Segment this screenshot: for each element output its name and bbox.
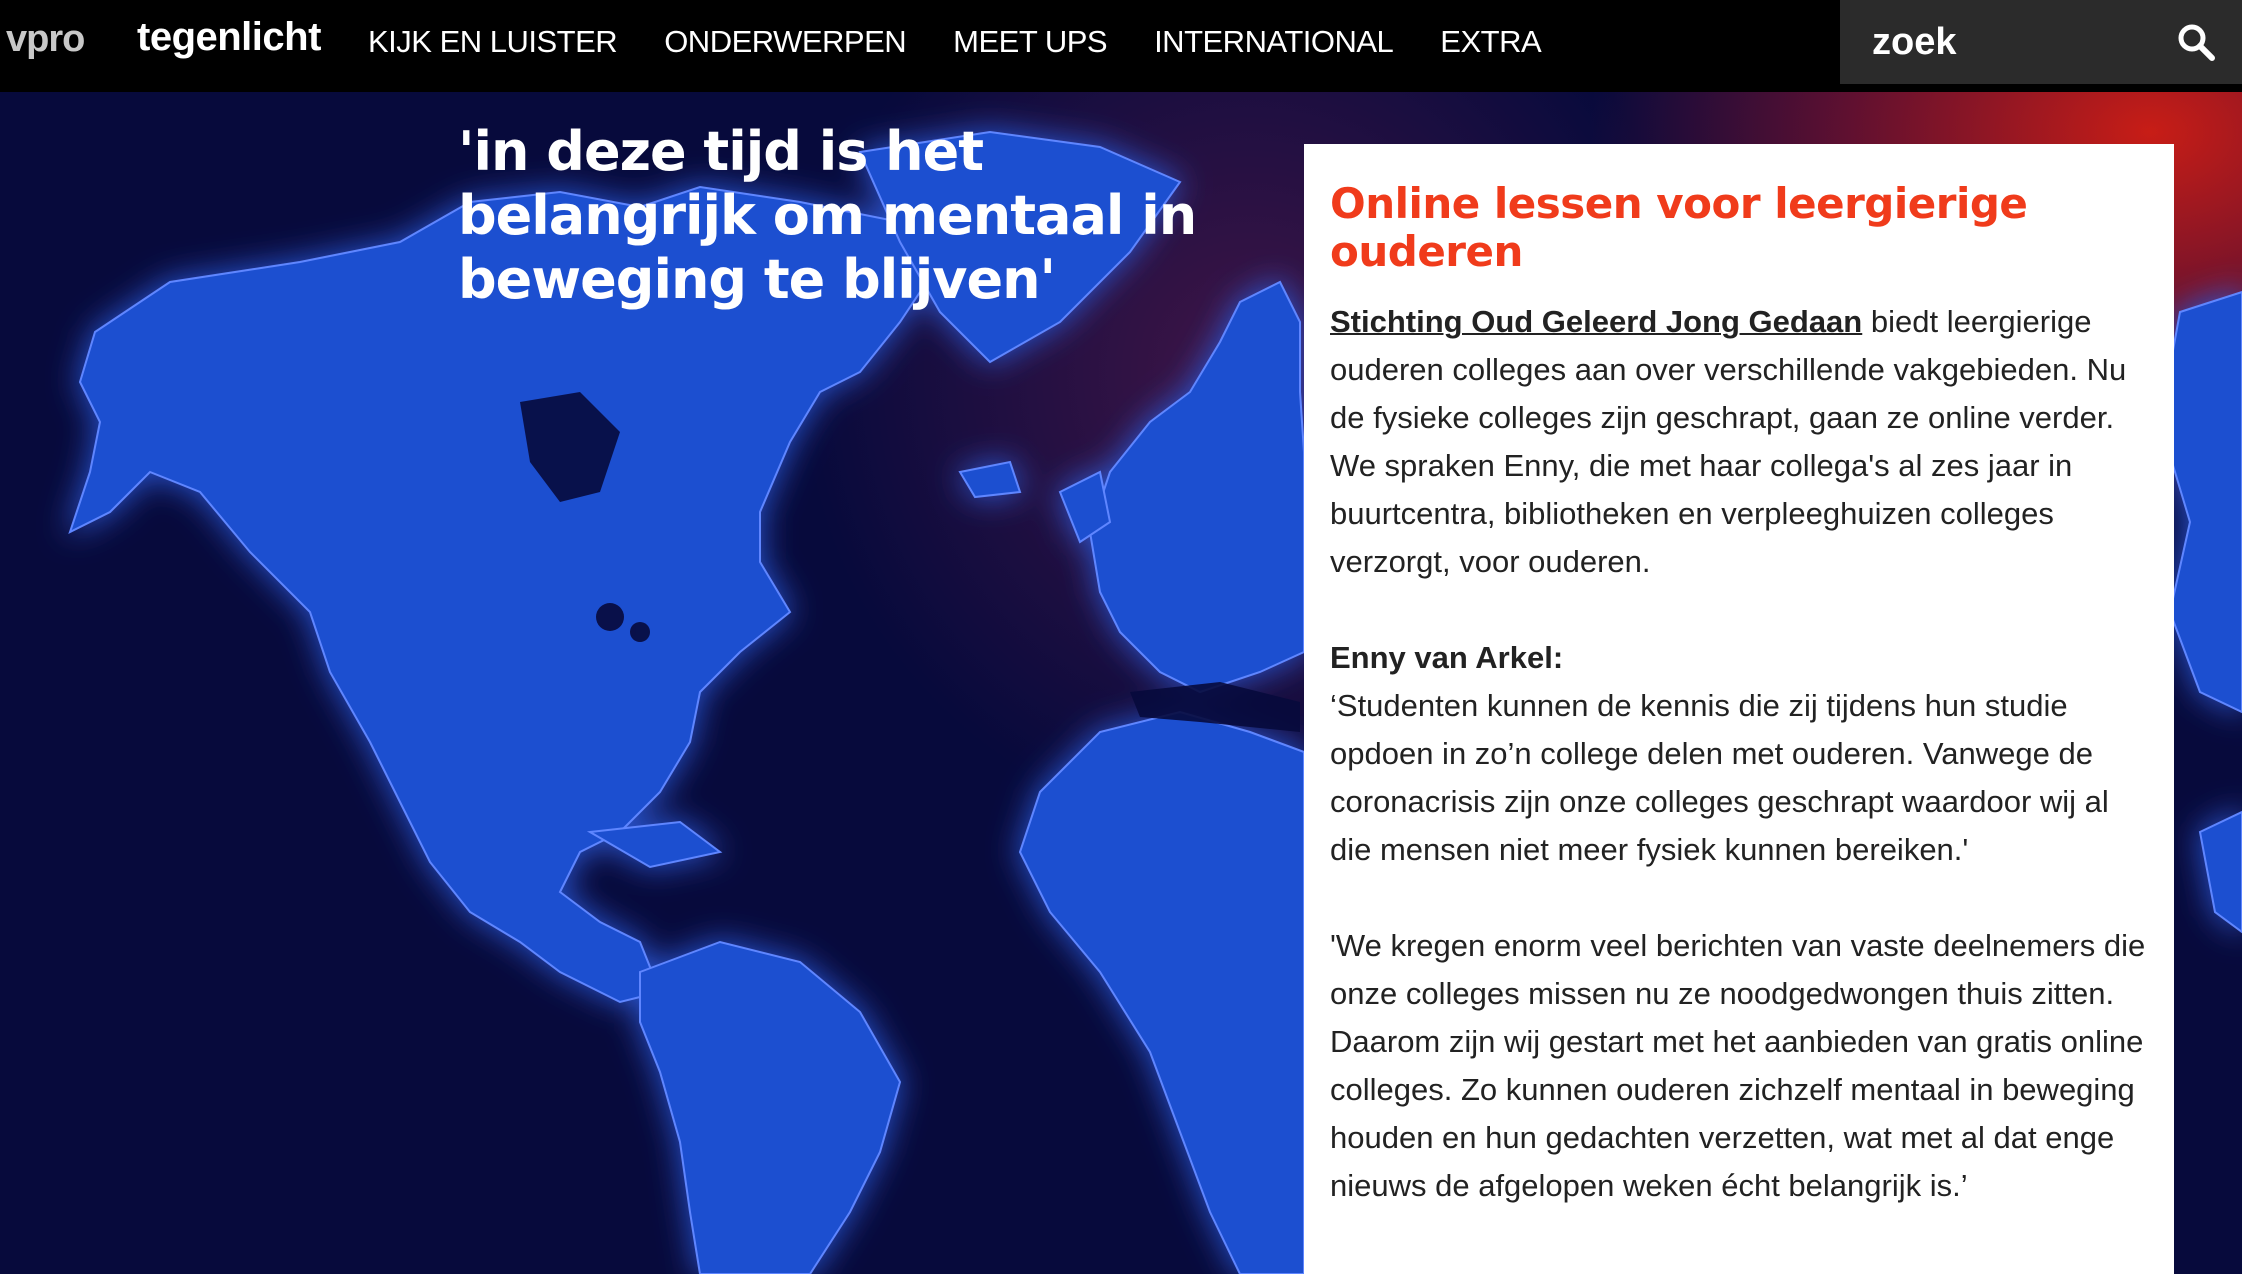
search-button[interactable] bbox=[2150, 0, 2242, 84]
vpro-logo[interactable]: vpro bbox=[6, 18, 85, 60]
article-intro bbox=[1330, 298, 2148, 586]
hero-quote: 'in deze tijd is het belangrijk om mentaal in beweging te blijven' bbox=[458, 120, 1197, 311]
search-input[interactable] bbox=[1840, 0, 2140, 84]
nav-item-meet-ups[interactable]: MEET UPS bbox=[953, 24, 1108, 59]
nav-item-onderwerpen[interactable]: ONDERWERPEN bbox=[664, 24, 907, 59]
article-card bbox=[1304, 144, 2174, 1274]
article-title: Online lessen voor leergierige ouderen bbox=[1330, 179, 2028, 276]
africa-shape bbox=[1020, 712, 1304, 1274]
organization-link[interactable]: Stichting Oud Geleerd Jong Gedaan bbox=[1330, 304, 1863, 339]
nav-item-kijk-en-luister[interactable]: KIJK EN LUISTER bbox=[368, 24, 618, 59]
europe-shape bbox=[1090, 282, 1304, 692]
tegenlicht-logo[interactable]: tegenlicht bbox=[137, 15, 321, 59]
nav-item-international[interactable]: INTERNATIONAL bbox=[1154, 24, 1394, 59]
article-intro-text: biedt leergierige ouderen colleges aan over verschillende vakgebieden. Nu de fysieke colleges zijn geschrapt, gaan ze online verder. We spraken Enny, die met haar collega's al zes jaar in buurtcentra, bibliotheken en verpleeghuizen colleges verzorgt, voor ouderen. bbox=[1330, 304, 2127, 579]
asia-edge-shape bbox=[2200, 812, 2242, 932]
article-quote-2: 'We kregen enorm veel berichten van vaste deelnemers die onze colleges missen nu ze noodgedwongen thuis zitten. Daarom zijn wij gestart met het aanbieden van gratis online colleges. Zo kunnen ouderen zichzelf mentaal in beweging houden en hun gedachten verzetten, wat met al dat enge nieuws de afgelopen weken écht belangrijk is.’ bbox=[1330, 928, 2146, 1203]
nav-item-extra[interactable]: EXTRA bbox=[1440, 24, 1542, 59]
great-lakes-marker bbox=[596, 603, 624, 631]
iceland-shape bbox=[960, 462, 1020, 497]
top-navigation-bar bbox=[0, 0, 2242, 92]
speaker-name: Enny van Arkel: bbox=[1330, 640, 1564, 675]
main-menu bbox=[368, 24, 1588, 60]
south-america-shape bbox=[640, 942, 900, 1274]
quote-1-text: ‘Studenten kunnen de kennis die zij tijdens hun studie opdoen in zo’n college delen met ouderen. Vanwege de coronacrisis zijn onze colleges geschrapt waardoor wij al die mensen niet meer fysiek kunnen bereiken.' bbox=[1330, 688, 2109, 867]
great-lakes-marker bbox=[630, 622, 650, 642]
search-icon bbox=[2176, 22, 2216, 62]
article-quote-1 bbox=[1330, 634, 2148, 874]
search-box bbox=[1840, 0, 2242, 84]
hero-section bbox=[0, 92, 2242, 1274]
